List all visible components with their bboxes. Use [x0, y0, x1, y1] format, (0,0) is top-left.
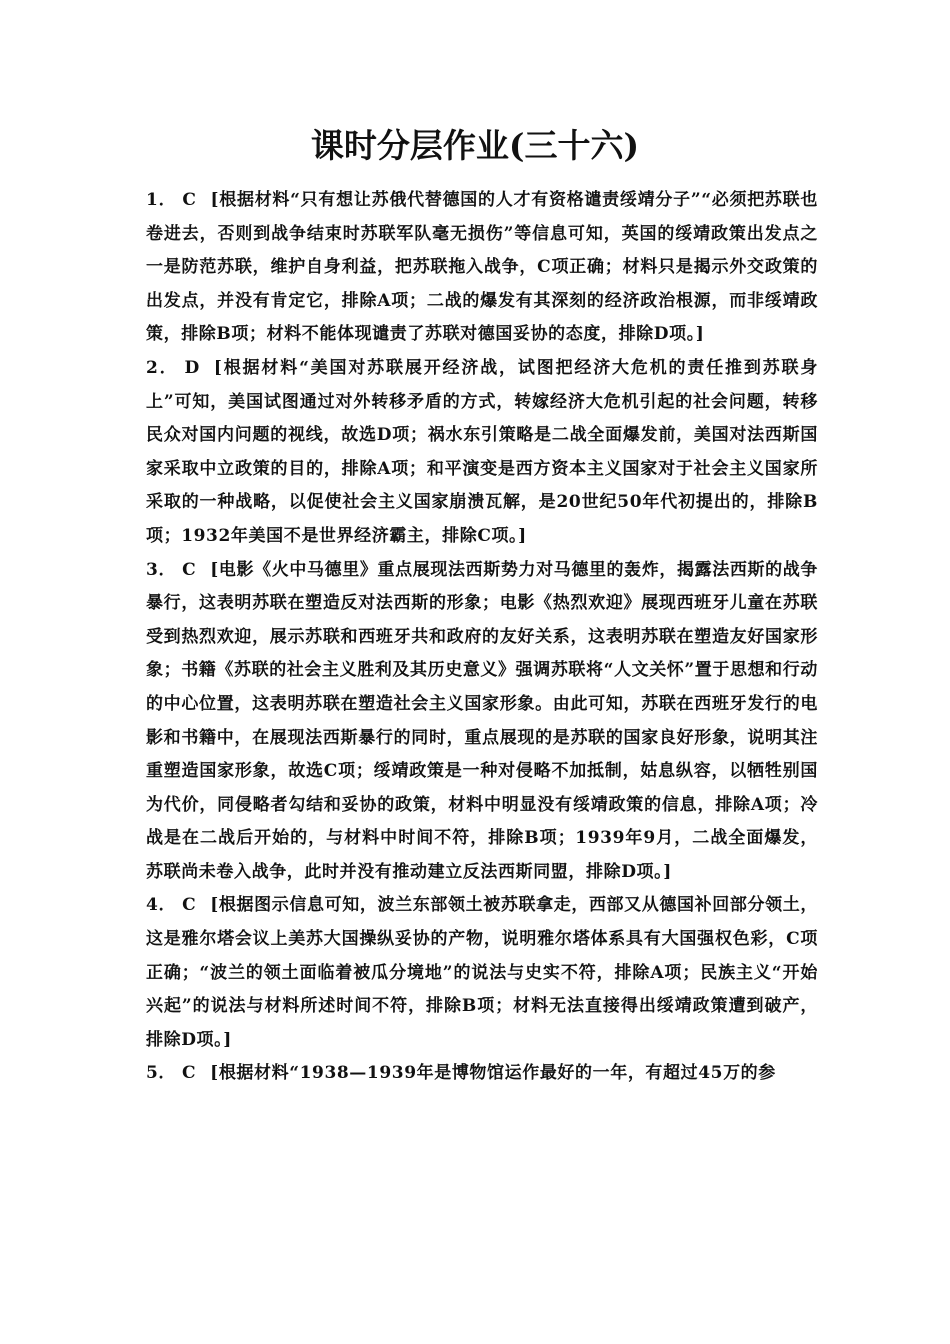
answer-number: 3． [146, 559, 177, 580]
answer-number: 2． [146, 357, 179, 378]
answer-item [146, 352, 818, 554]
answer-item [146, 1057, 818, 1091]
answer-choice: C [182, 190, 197, 210]
answer-explanation: [电影《火中马德里》重点展现法西斯势力对马德里的轰炸，揭露法西斯的战争暴行，这表明苏联在塑造反对法西斯的形象；电影《热烈欢迎》展现西班牙儿童在苏联受到热烈欢迎，展示苏联和西班牙共和政府的友好关系，这表明苏联在塑造友好国家形象；书籍《苏联的社会主义胜利及其历史意义》强调苏联将“人文关怀”置于思想和行动的中心位置，这表明苏联在塑造社会主义国家形象。由此可知，苏联在西班牙发行的电影和书籍中，在展现法西斯暴行的同时，重点展现的是苏联的国家良好形象，说明其注重塑造国家形象，故选C项；绥靖政策是一种对侵略不加抵制，姑息纵容，以牺牲别国为代价，同侵略者勾结和妥协的政策，材料中明显没有绥靖政策的信息，排除A项；冷战是在二战后开始的，与材料中时间不符，排除B项；1939年9月，二战全面爆发，苏联尚未卷入战争，此时并没有推动建立反法西斯同盟，排除D项。] [146, 559, 818, 882]
answer-choice: C [182, 895, 197, 916]
answer-explanation: [根据材料“美国对苏联展开经济战，试图把经济大危机的责任推到苏联身上”可知，美国试图通过对外转移矛盾的方式，转嫁经济大危机引起的社会问题，转移民众对国内问题的视线，故选D项；祸水东引策略是二战全面爆发前，美国对法西斯国家采取中立政策的目的，排除A项；和平演变是西方资本主义国家对于社会主义国家所采取的一种战略，以促使社会主义国家崩溃瓦解，是20世纪50年代初提出的，排除B项；1932年美国不是世界经济霸主，排除C项。] [146, 357, 818, 546]
answer-explanation: [根据图示信息可知，波兰东部领土被苏联拿走，西部又从德国补回部分领土，这是雅尔塔会议上美苏大国操纵妥协的产物，说明雅尔塔体系具有大国强权色彩，C项正确；“波兰的领土面临着被瓜分境地”的说法与史实不符，排除A项；民族主义“开始兴起”的说法与材料所述时间不符，排除B项；材料无法直接得出绥靖政策遭到破产，排除D项。] [146, 895, 818, 1050]
page-title: 课时分层作业(三十六) [310, 126, 640, 165]
answer-number: 1． [146, 190, 177, 210]
answer-item [146, 184, 818, 352]
answer-item [146, 889, 818, 1057]
answer-number: 4． [146, 895, 177, 916]
answer-item [146, 554, 818, 890]
answer-number: 5． [146, 1063, 177, 1084]
answer-explanation: [根据材料“只有想让苏俄代替德国的人才有资格谴责绥靖分子”“必须把苏联也卷进去，否则到战争结束时苏联军队毫无损伤”等信息可知，英国的绥靖政策出发点之一是防范苏联，维护自身利益，把苏联拖入战争，C项正确；材料只是揭示外交政策的出发点，并没有肯定它，排除A项；二战的爆发有其深刻的经济政治根源，而非绥靖政策，排除B项；材料不能体现谴责了苏联对德国妥协的态度，排除D项。] [146, 190, 819, 345]
answer-choice: D [184, 357, 200, 378]
answer-choice: C [182, 559, 197, 580]
answer-list [146, 184, 818, 1091]
answer-choice: C [182, 1063, 197, 1084]
answer-explanation: [根据材料“1938—1939年是博物馆运作最好的一年，有超过45万的参 [210, 1063, 776, 1084]
